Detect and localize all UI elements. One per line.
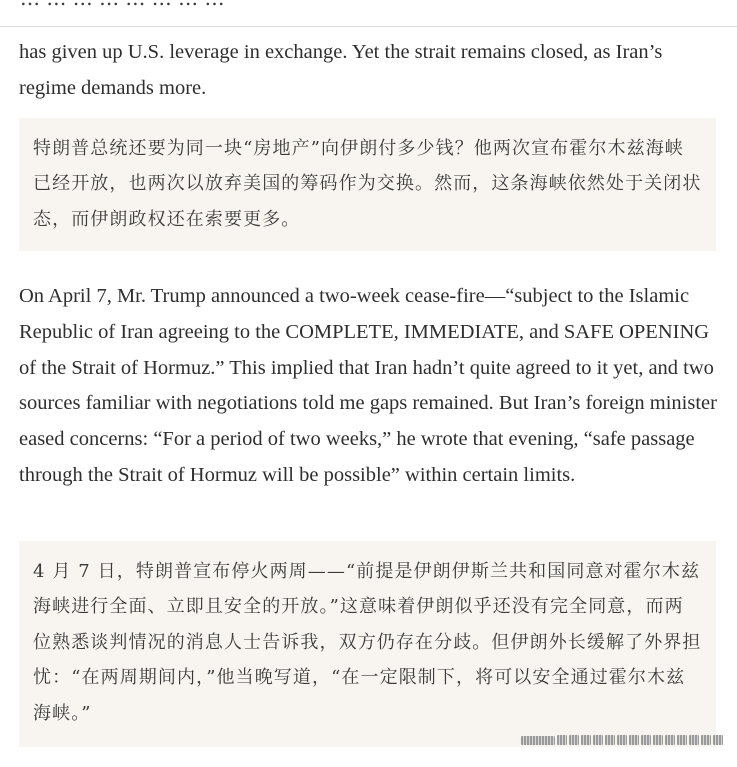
- watermark-icon: [521, 733, 723, 747]
- clipped-text: [20, 0, 225, 10]
- paragraph-2-english: On April 7, Mr. Trump announced a two-week cease-fire—“subject to the Islamic Republic of Iran agreeing to the COMPLETE, IMMEDIATE, and SAFE OPENING of the Strait of Hormuz.” This implied that Iran hadn’t quite agreed to it yet, and two sources familiar with negotiations told me gaps remained. But Iran’s foreign minister eased concerns: “For a period of two weeks,” he wrote that evening, “safe passage through the Strait of Hormuz will be possible” within certain limits.: [19, 285, 717, 486]
- paragraph-1-translation-box: [19, 118, 716, 251]
- paragraph-1-chinese: 特朗普总统还要为同一块“房地产”向伊朗付多少钱？他两次宣布霍尔木兹海峡已经开放，也两次以放弃美国的筹码作为交换。然而，这条海峡依然处于关闭状态，而伊朗政权还在索要更多。: [33, 138, 702, 230]
- paragraph-1-english: has given up U.S. leverage in exchange. Yet the strait remains closed, as Iran’s regime demands more.: [19, 41, 663, 99]
- clipped-previous-line: [0, 0, 737, 27]
- paragraph-2-chinese: 4 月 7 日，特朗普宣布停火两周——“前提是伊朗伊斯兰共和国同意对霍尔木兹海峡进行全面、立即且安全的开放。”这意味着伊朗似乎还没有完全同意，而两位熟悉谈判情况的消息人士告诉我，双方仍存在分歧。但伊朗外长缓解了外界担忧：“在两周期间内，”他当晚写道，“在一定限制下，将可以安全通过霍尔木兹海峡。”: [33, 561, 702, 724]
- paragraph-2-translation-box: [19, 541, 716, 747]
